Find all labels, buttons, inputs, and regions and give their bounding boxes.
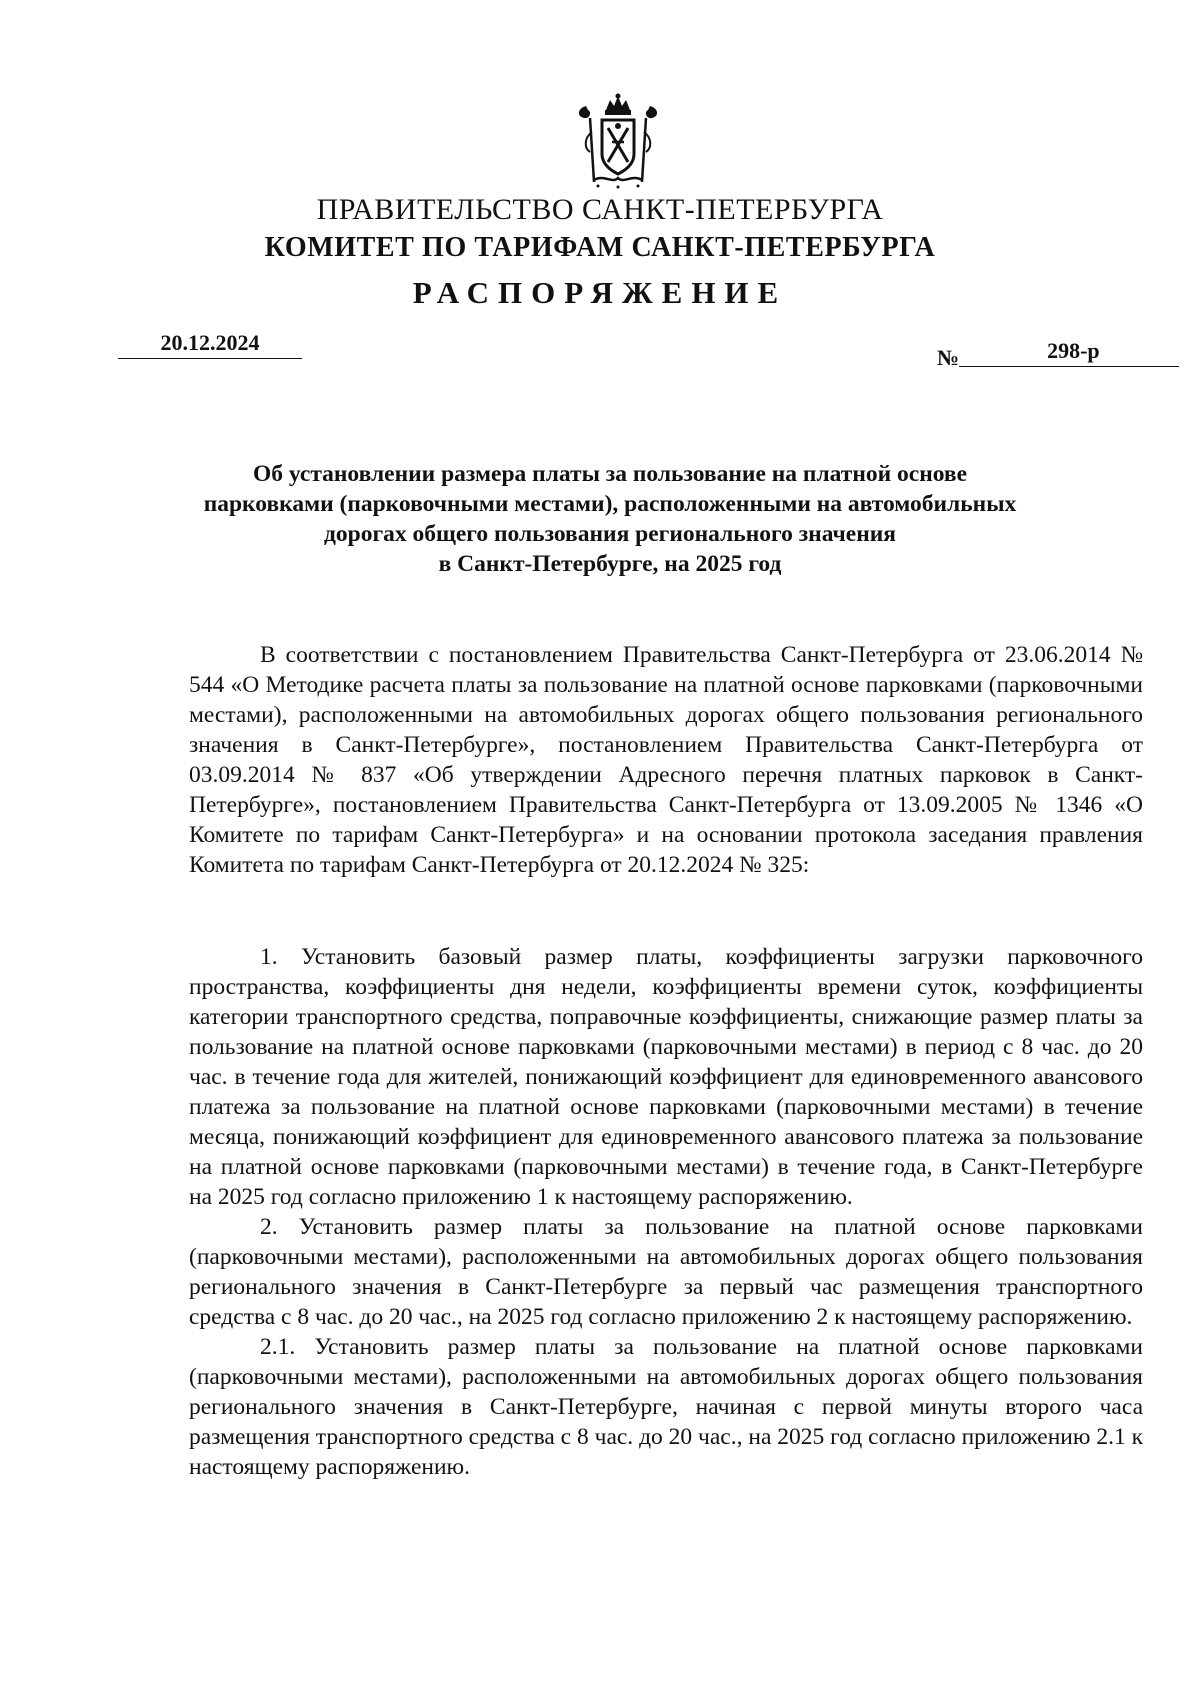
document-number-block — [937, 336, 1179, 370]
preamble-paragraph: В соответствии с постановлением Правительства Санкт-Петербурга от 23.06.2014 № 544 «О Методике расчета платы за пользование на платной основе парковками (парковочными местами), расположенными на автомобильных дорогах общего пользования регионального значения в Санкт-Петербурге», постановлением Правительства Санкт-Петербурга от 03.09.2014 № 837 «Об утверждении Адресного перечня платных парковок в Санкт-Петербурге», постановлением Правительства Санкт-Петербурга от 13.09.2005 № 1346 «О Комитете по тарифам Санкт-Петербурга» и на основании протокола заседания правления Комитета по тарифам Санкт-Петербурга от 20.12.2024 № 325: — [189, 642, 1143, 878]
clause-2: 2. Установить размер платы за пользование на платной основе парковками (парковочными местами), расположенными на автомобильных дорогах общего пользования регионального значения в Санкт-Петербурге за первый час размещения транспортного средства с 8 час. до 20 час., на 2025 год согласно приложению 2 к настоящему распоряжению. — [189, 1214, 1143, 1330]
title-line: Об установлении размера платы за пользование на платной основе — [252, 461, 968, 487]
title-line: в Санкт-Петербурге, на 2025 год — [438, 551, 782, 577]
document-title — [150, 459, 1070, 579]
clause-2-1: 2.1. Установить размер платы за пользование на платной основе парковками (парковочными местами), расположенными на автомобильных дорогах общего пользования регионального значения в Санкт-Петербурге, начиная с первой минуты второго часа размещения транспортного средства с 8 час. до 20 час., на 2025 год согласно приложению 2.1 к настоящему распоряжению. — [189, 1334, 1143, 1480]
committee-name: КОМИТЕТ ПО ТАРИФАМ САНКТ-ПЕТЕРБУРГА — [264, 232, 936, 263]
clause-1: 1. Установить базовый размер платы, коэффициенты загрузки парковочного пространства, коэффициенты дня недели, коэффициенты времени суток, коэффициенты категории транспортного средства, поправочные коэффициенты, снижающие размер платы за пользование на платной основе парковками (парковочными местами) в период с 8 час. до 20 час. в течение года для жителей, понижающий коэффициент для единовременного авансового платежа за пользование на платной основе парковками (парковочными местами) в течение месяца, понижающий коэффициент для единовременного авансового платежа за пользование на платной основе парковками (парковочными местами) в течение года, в Санкт-Петербурге на 2025 год согласно приложению 1 к настоящему распоряжению. — [189, 944, 1143, 1210]
government-name: ПРАВИТЕЛЬСТВО САНКТ-ПЕТЕРБУРГА — [316, 193, 884, 226]
number-sign: № — [937, 345, 960, 370]
document-body — [189, 640, 1143, 1482]
document-number: 298-р — [959, 336, 1179, 367]
document-date: 20.12.2024 — [118, 328, 302, 359]
title-line: дорогах общего пользования регионального значения — [324, 521, 896, 547]
title-line: парковками (парковочными местами), расположенными на автомобильных — [203, 491, 1017, 517]
coat-of-arms-emblem — [568, 92, 668, 192]
document-type: РАСПОРЯЖЕНИЕ — [412, 275, 788, 310]
